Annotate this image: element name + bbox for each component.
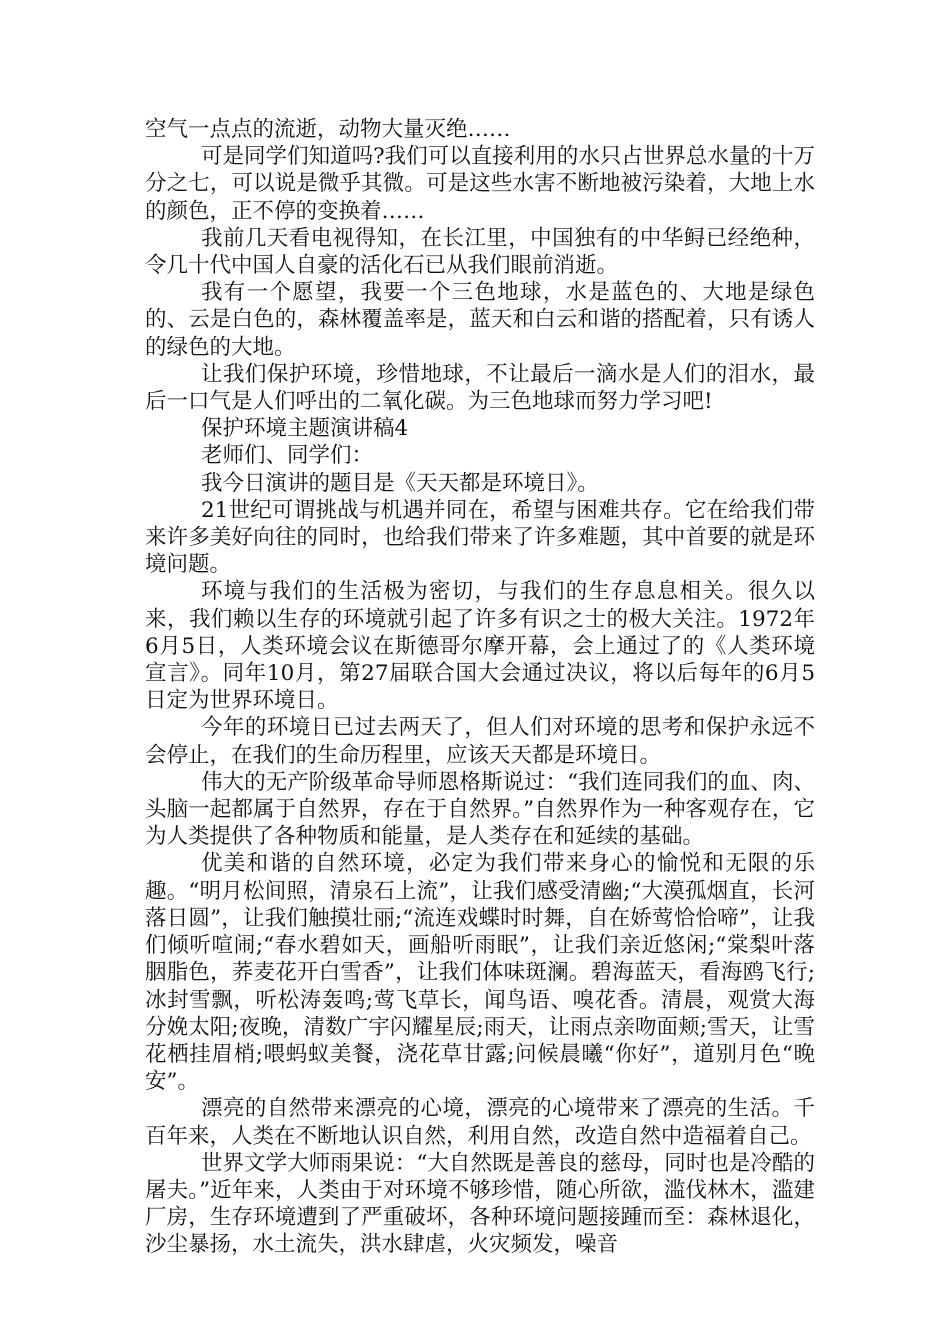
paragraph: 环境与我们的生活极为密切，与我们的生存息息相关。很久以来，我们赖以生存的环境就引起了许多有识之士的极大关注。1972年6月5日，人类环境会议在斯德哥尔摩开幕，会上通过了的《人类环境宣言》。同年10月，第27届联合国大会通过决议，将以后每年的6月5日定为世界环境日。 bbox=[145, 579, 815, 714]
paragraph: 我前几天看电视得知，在长江里，中国独有的中华鲟已经绝种，令几十代中国人自豪的活化石已从我们眼前消逝。 bbox=[145, 225, 815, 279]
paragraph: 21世纪可谓挑战与机遇并同在，希望与困难共存。它在给我们带来许多美好向往的同时，也给我们带来了许多难题，其中首要的就是环境问题。 bbox=[145, 497, 815, 578]
paragraph: 伟大的无产阶级革命导师恩格斯说过：“我们连同我们的血、肉、头脑一起都属于自然界，存在于自然界。”自然界作为一种客观存在，它为人类提供了各种物质和能量，是人类存在和延续的基础。 bbox=[145, 769, 815, 850]
paragraph: 漂亮的自然带来漂亮的心境，漂亮的心境带来了漂亮的生活。千百年来，人类在不断地认识自然，利用自然，改造自然中造福着自己。 bbox=[145, 1096, 815, 1149]
paragraph: 我今日演讲的题目是《天天都是环境日》。 bbox=[201, 470, 599, 496]
paragraph: 今年的环境日已过去两天了，但人们对环境的思考和保护永远不会停止，在我们的生命历程里，应该天天都是环境日。 bbox=[145, 715, 815, 768]
paragraph: 优美和谐的自然环境，必定为我们带来身心的愉悦和无限的乐趣。“明月松间照，清泉石上流”，让我们感受清幽;“大漠孤烟直，长河落日圆”，让我们触摸壮丽;“流连戏蝶时时舞，自在娇莺恰恰啼”，让我们倾听喧闹;“春水碧如天，画船听雨眠”，让我们亲近悠闲;“棠梨叶落胭脂色，荞麦花开白雪香”，让我们体味斑澜。碧海蓝天，看海鸥飞行;冰封雪飘，听松涛轰鸣;莺飞草长，闻鸟语、嗅花香。清晨，观赏大海分娩太阳;夜晚，清数广宇闪耀星辰;雨天，让雨点亲吻面颊;雪天，让雪花栖挂眉梢;喂蚂蚁美餐，浇花草甘露;问候晨曦“你好”，道别月色“晚安”。 bbox=[145, 851, 815, 1095]
paragraph-continuation: 空气一点点的流逝，动物大量灭绝…… bbox=[145, 117, 511, 142]
salutation: 老师们、同学们： bbox=[201, 443, 374, 469]
paragraph: 我有一个愿望，我要一个三色地球，水是蓝色的、大地是绿色的、云是白色的，森林覆盖率是，蓝天和白云和谐的搭配着，只有诱人的绿色的大地。 bbox=[145, 280, 815, 360]
document-body bbox=[145, 116, 815, 1259]
paragraph: 世界文学大师雨果说：“大自然既是善良的慈母，同时也是冷酷的屠夫。”近年来，人类由于对环境不够珍惜，随心所欲，滥伐林木，滥建厂房，生存环境遭到了严重破坏，各种环境问题接踵而至：森林退化，沙尘暴扬，水土流失，洪水肆虐，火灾频发，噪音 bbox=[145, 1150, 815, 1258]
paragraph: 可是同学们知道吗?我们可以直接利用的水只占世界总水量的十万分之七，可以说是微乎其微。可是这些水害不断地被污染着，大地上水的颜色，正不停的变换着…… bbox=[145, 144, 815, 224]
section-heading: 保护环境主题演讲稿4 bbox=[201, 416, 409, 442]
paragraph: 让我们保护环境，珍惜地球，不让最后一滴水是人们的泪水，最后一口气是人们呼出的二氧化碳。为三色地球而努力学习吧! bbox=[145, 361, 815, 415]
